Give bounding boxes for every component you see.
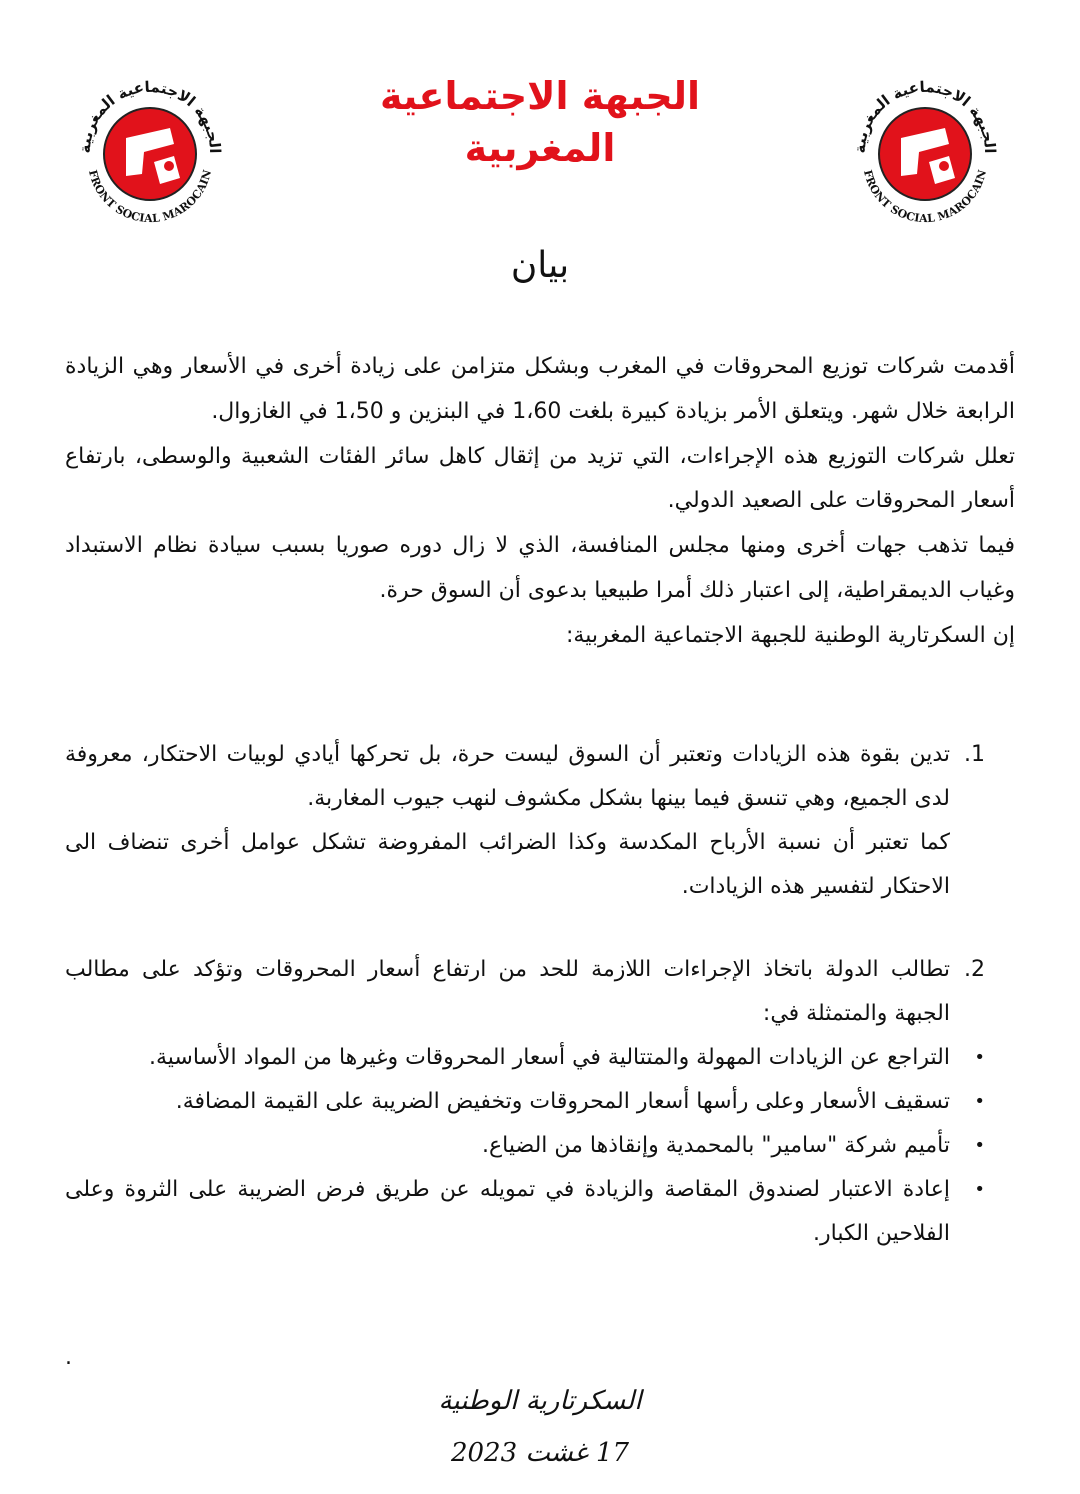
svg-text:الجبهة الاجتماعية المغربية: الجبهة الاجتماعية المغربية bbox=[850, 77, 1000, 154]
front-social-logo-left bbox=[70, 70, 230, 230]
bullet-icon: • bbox=[974, 1047, 985, 1068]
svg-text:FRONT SOCIAL MAROCAIN: FRONT SOCIAL MAROCAIN bbox=[860, 168, 990, 226]
list-item-text: إعادة الاعتبار لصندوق المقاصة والزيادة في تمويله عن طريق فرض الضريبة على الثروة وعلى الفلاحين الكبار. bbox=[65, 1177, 950, 1246]
list-item bbox=[65, 1124, 985, 1168]
svg-text:FRONT SOCIAL MAROCAIN: FRONT SOCIAL MAROCAIN bbox=[85, 168, 215, 226]
bullet-icon: • bbox=[974, 1179, 985, 1200]
date: 17 غشت 2023 bbox=[450, 1438, 630, 1468]
organization-title bbox=[300, 70, 780, 174]
signer: السكرتارية الوطنية bbox=[438, 1386, 642, 1416]
front-social-logo-icon bbox=[70, 70, 230, 230]
document-heading: بيان bbox=[510, 245, 570, 286]
svg-text:الجبهة الاجتماعية المغربية: الجبهة الاجتماعية المغربية bbox=[75, 77, 225, 154]
list-item-text: التراجع عن الزيادات المهولة والمتتالية في أسعار المحروقات وغيرها من المواد الأساسية. bbox=[148, 1045, 950, 1070]
demands-list bbox=[65, 1036, 985, 1256]
bullet-icon: • bbox=[974, 1135, 985, 1156]
item-paragraph: تطالب الدولة باتخاذ الإجراءات اللازمة للحد من ارتفاع أسعار المحروقات وتؤكد على مطالب الجبهة والمتمثلة في: bbox=[65, 957, 950, 1026]
numbered-item-1 bbox=[65, 733, 985, 909]
numbered-item-2 bbox=[65, 948, 985, 1256]
signature-block bbox=[340, 1375, 740, 1479]
item-body bbox=[65, 733, 950, 909]
statement-body bbox=[65, 345, 1015, 659]
paragraph: تعلل شركات التوزيع هذه الإجراءات، التي تزيد من إثقال كاهل سائر الفئات الشعبية والوسطى، بارتفاع أسعار المحروقات على الصعيد الدولي. bbox=[65, 443, 1015, 514]
organization-title-line-1: الجبهة الاجتماعية bbox=[379, 74, 701, 118]
bullet-icon: • bbox=[974, 1091, 985, 1112]
list-item bbox=[65, 1036, 985, 1080]
list-item bbox=[65, 1168, 985, 1256]
front-social-logo-right bbox=[845, 70, 1005, 230]
item-paragraph: كما تعتبر أن نسبة الأرباح المكدسة وكذا الضرائب المفروضة تشكل عوامل أخرى تنضاف الى الاحتكار لتفسير هذه الزيادات. bbox=[65, 830, 950, 899]
front-social-logo-icon bbox=[845, 70, 1005, 230]
stray-mark: . bbox=[65, 1345, 72, 1370]
item-number: 2. bbox=[964, 957, 985, 982]
list-item bbox=[65, 1080, 985, 1124]
list-item-text: تأميم شركة "سامير" بالمحمدية وإنقاذها من الضياع. bbox=[482, 1133, 950, 1158]
organization-title-line-2: المغربية bbox=[464, 126, 616, 170]
paragraph: فيما تذهب جهات أخرى ومنها مجلس المنافسة، الذي لا زال دوره صوريا بسبب سيادة نظام الاستبداد وغياب الديمقراطية، إلى اعتبار ذلك أمرا طبيعيا بدعوى أن السوق حرة. bbox=[65, 533, 1015, 603]
paragraph: إن السكرتارية الوطنية للجبهة الاجتماعية المغربية: bbox=[566, 622, 1015, 648]
item-number: 1. bbox=[964, 742, 985, 767]
item-paragraph: تدين بقوة هذه الزيادات وتعتبر أن السوق ليست حرة، بل تحركها أيادي لوبيات الاحتكار، معروفة لدى الجميع، وهي تنسق فيما بينها بشكل مكشوف لنهب جيوب المغاربة. bbox=[65, 742, 950, 811]
paragraph: أقدمت شركات توزيع المحروقات في المغرب وبشكل متزامن على زيادة أخرى في الأسعار وهي الزيادة الرابعة خلال شهر. ويتعلق الأمر بزيادة كبيرة بلغت 1،60 في البنزين و 1،50 في الغازوال. bbox=[65, 354, 1015, 424]
item-body bbox=[65, 948, 985, 1256]
list-item-text: تسقيف الأسعار وعلى رأسها أسعار المحروقات وتخفيض الضريبة على القيمة المضافة. bbox=[175, 1089, 950, 1114]
